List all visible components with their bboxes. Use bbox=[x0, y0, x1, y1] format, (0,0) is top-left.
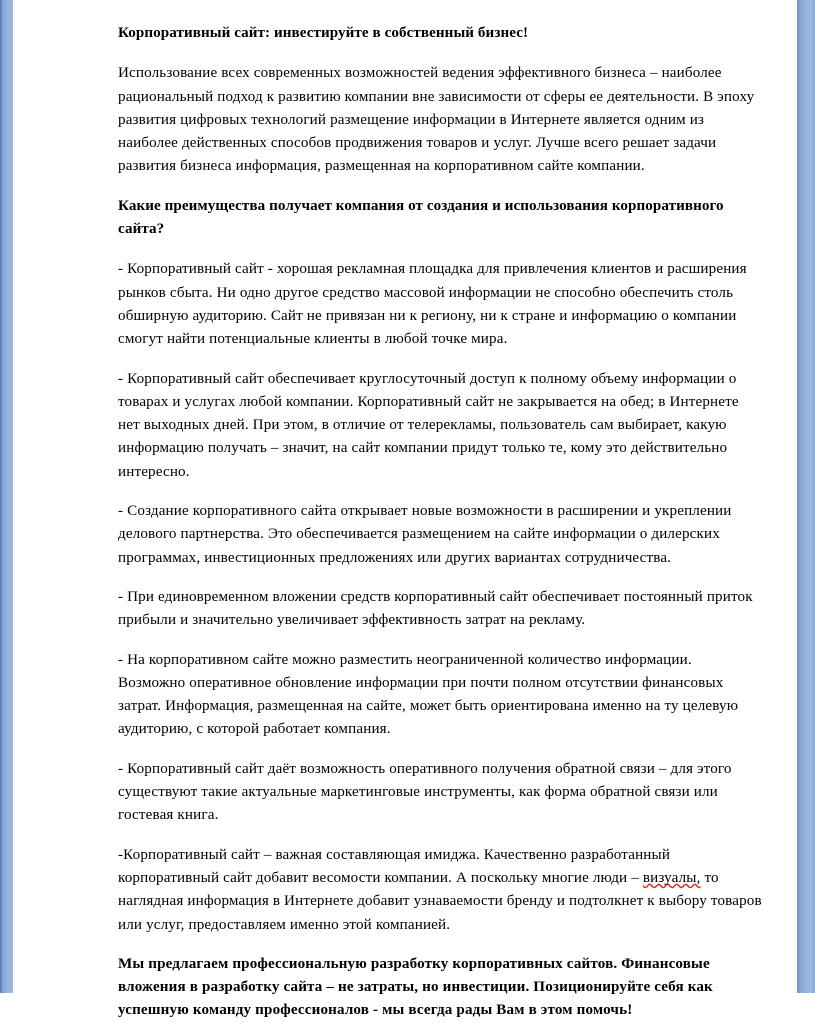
benefit-paragraph-2: - Корпоративный сайт обеспечивает круглосуточный доступ к полному объему информации о товарах и услугах любой компании. Корпоративный сайт не закрывается на обед; в Интернете нет выходных дней. При этом, в отличие от телерекламы, пользователь сам выбирает, какую информацию получать – значит, на сайт компании придут только те, кому это действительно интересно. bbox=[118, 370, 739, 480]
benefits-heading: Какие преимущества получает компания от создания и использования корпоративного сайта? bbox=[118, 197, 724, 238]
image-paragraph-text-before: -Корпоративный сайт – важная составляющая имиджа. Качественно разработанный корпоративный сайт добавит весомости компании. А поскольку многие люди – bbox=[118, 846, 671, 886]
closing-paragraph: Мы предлагаем профессиональную разработку корпоративных сайтов. Финансовые вложения в разработку сайта – не затраты, но инвестиции. Позиционируйте себя как успешную команду профессионалов - мы всегда рады Вам в этом помочь! bbox=[118, 955, 713, 1019]
intro-paragraph: Использование всех современных возможностей ведения эффективного бизнеса – наиболее рациональный подход к развитию компании вне зависимости от сферы ее деятельности. В эпоху развития цифровых технологий размещение информации в Интернете является одним из наиболее действенных способов продвижения товаров и услуг. Лучше всего решает задачи развития бизнеса информация, размещенная на корпоративном сайте компании. bbox=[118, 65, 755, 175]
benefit-paragraph-1: - Корпоративный сайт - хорошая рекламная площадка для привлечения клиентов и расширения рынков сбыта. Ни одно другое средство массовой информации не способно обеспечить столь обширную аудиторию. Сайт не привязан ни к региону, ни к стране и информацию о компании смогут найти потенциальные клиенты в любой точке мира. bbox=[118, 261, 747, 348]
benefit-paragraph-4: - При единовременном вложении средств корпоративный сайт обеспечивает постоянный приток прибыли и значительно увеличивает эффективность затрат на рекламу. bbox=[118, 588, 753, 629]
vertical-scrollbar[interactable] bbox=[797, 0, 815, 993]
misspelled-word[interactable]: визуалы, bbox=[642, 869, 701, 886]
benefit-paragraph-3: - Создание корпоративного сайта открывает новые возможности в расширении и укреплении делового партнерства. Это обеспечивается размещением на сайте информации о дилерских программах, инвестиционных предложениях или других вариантах сотрудничества. bbox=[118, 503, 732, 566]
benefit-paragraph-5: - На корпоративном сайте можно разместить неограниченной количество информации. Возможно оперативное обновление информации при почти полном отсутствии финансовых затрат. Информация, размещенная на сайте, может быть ориентирована именно на ту целевую аудиторию, с которой работает компания. bbox=[118, 651, 739, 738]
image-paragraph-text-after: то наглядная информация в Интернете добавит узнаваемости бренду и подтолкнет к выбору товаров или услуг, предоставляем именно этой компанией. bbox=[118, 869, 762, 933]
document-page bbox=[13, 0, 797, 1019]
document-title: Корпоративный сайт: инвестируйте в собственный бизнес! bbox=[118, 25, 529, 41]
image-paragraph bbox=[118, 844, 763, 937]
benefit-paragraph-6: - Корпоративный сайт даёт возможность оперативного получения обратной связи – для этого существуют такие актуальные маркетинговые инструменты, как форма обратной связи или гостевая книга. bbox=[118, 760, 732, 824]
document-body bbox=[118, 22, 763, 1023]
left-scroll-gutter[interactable] bbox=[0, 0, 13, 993]
